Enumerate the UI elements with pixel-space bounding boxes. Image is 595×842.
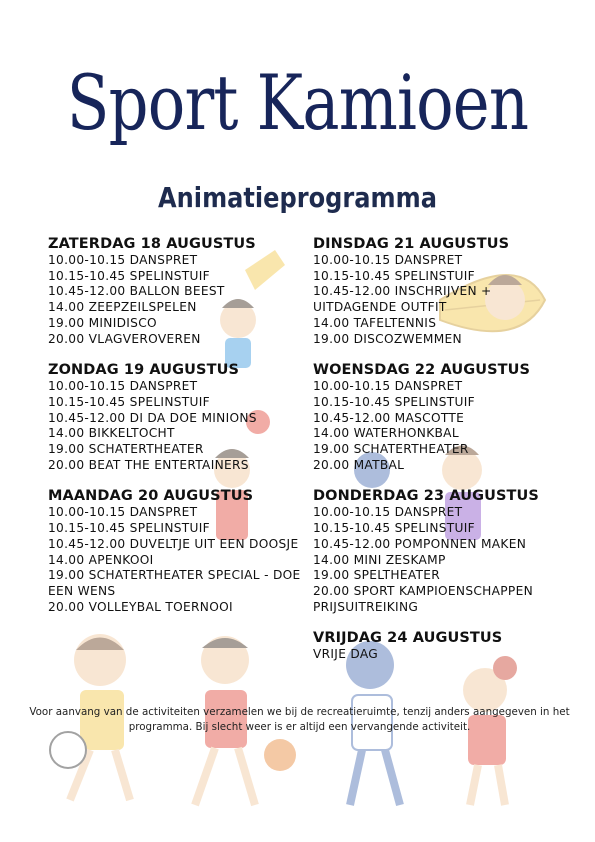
activity-item: 20.00 SPORT KAMPIOENSCHAPPEN PRIJSUITREIKING: [313, 583, 533, 614]
activity-item: 10.45-12.00 INSCHRIJVEN + UITDAGENDE OUTFIT: [313, 284, 492, 315]
activity-item: 19.00 SCHATERTHEATER: [313, 442, 469, 457]
activity-item: VRIJE DAG: [313, 647, 379, 662]
day-heading: ZATERDAG 18 AUGUSTUS: [48, 236, 256, 252]
activity-item: 14.00 TAFELTENNIS: [313, 315, 437, 330]
activity-item: 19.00 SPELTHEATER: [313, 568, 441, 583]
day-heading: ZONDAG 19 AUGUSTUS: [48, 362, 239, 379]
day-heading: VRIJDAG 24 AUGUSTUS: [313, 630, 503, 647]
day-block-zondag: [48, 362, 303, 473]
activity-item: 10.15-10.45 SPELINSTUIF: [48, 521, 210, 536]
schedule-right-column: [313, 236, 563, 678]
activity-item: 14.00 APENKOOI: [48, 552, 154, 567]
activity-item: 19.00 SCHATERTHEATER SPECIAL - DOE EEN WENS: [48, 568, 301, 598]
page-subtitle: Animatieprogramma: [158, 181, 437, 214]
activity-item: 10.15-10.45 SPELINSTUIF: [48, 268, 210, 283]
activity-item: 20.00 VLAGVEROVEREN: [48, 331, 201, 346]
day-block-dinsdag: [313, 236, 563, 347]
activity-item: 20.00 BEAT THE ENTERTAINERS: [48, 457, 249, 472]
activity-item: 10.00-10.15 DANSPRET: [48, 379, 198, 394]
activity-item: 14.00 WATERHONKBAL: [313, 426, 459, 441]
activity-item: 19.00 MINIDISCO: [48, 315, 157, 330]
activity-item: 10.15-10.45 SPELINSTUIF: [313, 268, 475, 283]
activity-item: 10.45-12.00 MASCOTTE: [313, 410, 465, 425]
activity-item: 10.00-10.15 DANSPRET: [48, 505, 198, 520]
activity-item: 19.00 SCHATERTHEATER: [48, 442, 204, 457]
day-block-zaterdag: [48, 236, 303, 347]
activity-item: 10.45-12.00 BALLON BEEST: [48, 284, 225, 299]
activity-item: 20.00 VOLLEYBAL TOERNOOI: [48, 599, 233, 614]
schedule-left-column: [48, 236, 303, 630]
activity-item: 10.45-12.00 POMPONNEN MAKEN: [313, 536, 527, 551]
activity-item: 20.00 MATBAL: [313, 457, 405, 472]
activity-item: 19.00 DISCOZWEMMEN: [313, 331, 462, 346]
day-heading: MAANDAG 20 AUGUSTUS: [48, 488, 254, 505]
activity-item: 10.15-10.45 SPELINSTUIF: [48, 394, 210, 409]
day-block-maandag: [48, 488, 303, 615]
page-title: Sport Kamioen: [66, 58, 529, 147]
day-block-woensdag: [313, 362, 563, 473]
activity-item: 14.00 ZEEPZEILSPELEN: [48, 300, 197, 315]
activity-item: 14.00 MINI ZESKAMP: [313, 552, 446, 567]
day-block-vrijdag: [313, 630, 563, 663]
activity-item: 10.15-10.45 SPELINSTUIF: [313, 521, 475, 536]
day-heading: DONDERDAG 23 AUGUSTUS: [313, 488, 539, 505]
activity-item: 10.45-12.00 DUVELTJE UIT EEN DOOSJE: [48, 536, 299, 551]
day-heading: WOENSDAG 22 AUGUSTUS: [313, 362, 531, 379]
activity-item: 10.00-10.15 DANSPRET: [313, 253, 463, 267]
day-block-donderdag: [313, 488, 563, 615]
activity-item: 10.00-10.15 DANSPRET: [313, 505, 463, 520]
activity-item: 10.00-10.15 DANSPRET: [48, 253, 198, 267]
activity-item: 10.15-10.45 SPELINSTUIF: [313, 394, 475, 409]
day-heading: DINSDAG 21 AUGUSTUS: [313, 236, 510, 252]
activity-item: 10.45-12.00 DI DA DOE MINIONS: [48, 410, 257, 425]
activity-item: 14.00 BIKKELTOCHT: [48, 426, 175, 441]
footer-note: Voor aanvang van de activiteiten verzamelen we bij de recreatieruimte, tenzij anders aangegeven in het programma. Bij slecht weer is er altijd een vervangende activiteit.: [29, 706, 570, 733]
activity-item: 10.00-10.15 DANSPRET: [313, 379, 463, 394]
